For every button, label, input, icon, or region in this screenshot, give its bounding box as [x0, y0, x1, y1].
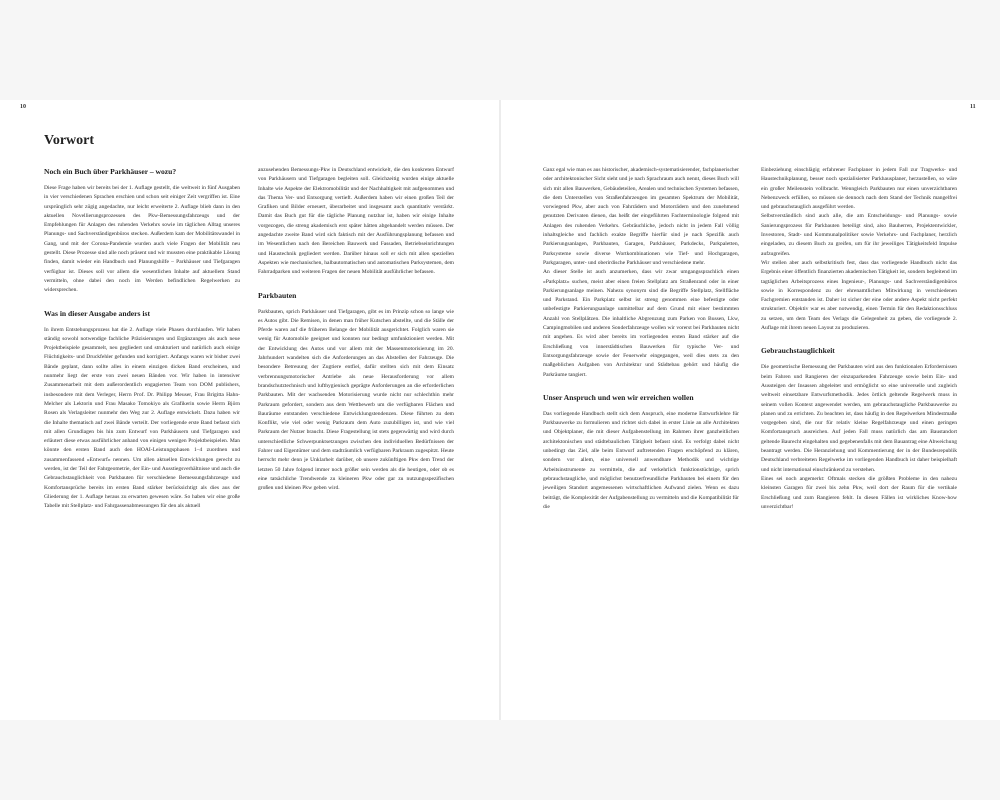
paragraph: Eines sei noch angemerkt: Oftmals stecken die größten Probleme in den nahezu kleinsten Garagen für zwei bis zehn Pkw, weil dort der Raum für die vertikale Erschließung und zum Rangieren fehlt. In diesen Fällen ist wirkliches Know-how unverzichtbar!: [761, 475, 957, 510]
text-column-2: [258, 166, 454, 494]
book-gutter: [499, 100, 501, 720]
paragraph: anzusehenden Bemessungs-Pkw in Deutschland entwickelt, die den konkreten Entwurf von Parkhäusern und Tiefgaragen begleiten soll. Gleichzeitig wurden einige aktuelle Inhalte wie Aspekte der Elektromobilität und der Nachhaltigkeit mit aufgenommen und das Thema Ver- und Entsorgung vertieft. Außerdem haben wir einen großen Teil der Grafiken und Bilder erneuert, überarbeitet und insgesamt auch quantitativ verstärkt. Damit das Buch gut für die tägliche Planung nutzbar ist, haben wir einige Inhalte vorgezogen, die streng akademisch erst später hätten abgehandelt werden müssen. Der angedachte zweite Band wird sich faktisch mit der Ausführungsplanung befassen und im Wesentlichen nach den Bereichen Bauwerk und Fassaden, Betriebseinrichtungen und Haustechnik gegliedert werden. Darüber hinaus soll er sich mit allen speziellen Aspekten wie mechanischen, halbautomatischen und automatischen Parksystemen, dem Fahrradparken und weiteren Fragen der neuen Mobilität ausführlicher befassen.: [258, 167, 454, 276]
paragraph: Das vorliegende Handbuch stellt sich dem Anspruch, eine moderne Entwurfslehre für Parkbauwerke zu formulieren und richtet sich dabei in erster Linie an alle Architekten und Objektplaner, die mit dieser Aufgabenstellung im Rahmen ihrer ganzheitlichen architektonischen und städtebaulichen Tätigkeit befasst sind. Es verfolgt dabei nicht unbedingt das Ziel, alle beim Entwurf auftretenden Fragen erschöpfend zu klären, sondern vor allem, eine universell anwendbare Methodik und wichtige Arbeitsinstrumente zu vermitteln, die auf verkehrlich funktionstüchtige, sprich gebrauchstaugliche, und möglichst benutzerfreundliche Parkbauten bei einem für den jeweiligen Standort angemessenen wirtschaftlichen Aufwand zielen. Wenn es dazu beiträgt, die Komplexität der Aufgabenstellung zu vermitteln und die Kompatibilität für die: [543, 410, 739, 510]
paragraph: Parkbauten, sprich Parkhäuser und Tiefgaragen, gibt es im Prinzip schon so lange wie es Autos gibt. Die Remisen, in denen man früher Kutschen abstellte, und die Ställe der Pferde waren auf die früheren Belange der Mobilität ausgerichtet. Folglich waren sie wenig für Automobile geeignet und konnten nur bedingt umfunktioniert werden. Mit der Entwicklung des Autos und vor allem mit der Massenmotorisierung im 20. Jahrhundert wandelten sich die Anforderungen an das Abstellen der Fahrzeuge. Die besondere Betreuung der Zugtiere entfiel, dafür stellten sich mit dem Einsatz verbrennungsmotorischer Antriebe als neue Herausforderung vor allem brandschutztechnisch und lufthygienisch geprägte Anforderungen an die erforderlichen Parkbauten. Mit der wachsenden Motorisierung wurde nicht nur schlechthin mehr Parkraum gefordert, sondern aus dem Wettbewerb um die verfügbaren Flächen und Bauräume entstanden verschiedene Entwicklungstendenzen. Diese führten zu dem Konflikt, wie viel oder wenig Parkraum dem Auto zuzubilligen ist, und wie viel Parkraum der Nutzer braucht. Diese Fragestellung ist stets gegenwärtig und wird durch unterschiedliche Schwerpunktsetzungen zwischen den individuellen Bedürfnissen der Fahrer und Eigentümer und dem stadträumlich verfügbaren Parkraum zugespitzt. Heute herrscht mehr denn je Unklarheit darüber, ob unsere zukünftigen Pkw dem Trend der letzten 50 Jahre folgend immer noch größer sein werden als die heutigen, oder ob es eine tatsächliche Trendwende zu kleineren Pkw oder gar zu nutzungsspezifischen großen und kleinen Pkw geben wird.: [258, 308, 454, 492]
text-column-1: [44, 166, 240, 512]
paragraph: Selbstverständlich sind auch alle, die am Entscheidungs- und Planungs- sowie Sanierungsprozess für Parkbauten beteiligt sind, also Bauherren, Projektentwickler, Investoren, Stadt- und Kommunalpolitiker sowie Verkehrs- und Fachplaner, herzlich eingeladen, zu diesem Buch zu greifen, um für ihr jeweiliges Tätigkeitsfeld Impulse aufzugreifen.: [761, 213, 957, 257]
section-heading-why-book: Noch ein Buch über Parkhäuser – wozu?: [44, 167, 177, 176]
right-page-number: 11: [970, 104, 976, 110]
paragraph: Wir stellen aber auch selbstkritisch fest, dass das vorliegende Handbuch nicht das Ergebnis einer öffentlich finanzierten akademischen Tätigkeit ist, sondern begleitend im tagtäglichen Arbeitsprozess eines Ingenieur-, Planungs- und Sachverständigenbüros sowie in Korrespondenz zu der ehrenamtlichen Mitwirkung in verschiedenen Fachgremien entstanden ist. Daher ist sicher der eine oder andere Aspekt nicht perfekt strukturiert. Objektiv war es aber notwendig, einen Termin für den Redaktionsschluss zu setzen, um dem Team des Verlags die Gelegenheit zu geben, die vorliegende 2. Auflage mit ihrem neuen Layout zu produzieren.: [761, 259, 957, 332]
text-column-4: [761, 166, 957, 512]
section-heading-whats-different: Was in dieser Ausgabe anders ist: [44, 308, 150, 318]
left-page-number: 10: [20, 104, 26, 110]
chapter-title: Vorwort: [44, 133, 95, 148]
section-heading-parkbauten: Parkbauten: [258, 290, 297, 300]
paragraph: Ganz egal wie man es aus historischer, akademisch-systematisierender, fachplanerischer oder architektonischer Sicht sieht und je nach Sprachraum auch nennt, dieses Buch will sich mit allen Bauwerken, Gebäudeteilen, Arealen und technischen Systemen befassen, die dem Unterstellen von Straßenfahrzeugen im gesamten Spektrum der Mobilität, vorwiegend Pkw, aber auch von Fahrrädern und Motorrädern und den zunehmend genutzten Derivaten dienen, das heißt der eingeführten Fachterminologie folgend mit Anlagen des ruhenden Verkehrs. Gebräuchliche, jedoch nicht in jedem Fall völlig inhaltsgleiche und fachlich exakte Begriffe hierfür sind je nach Spezifik auch Parkierungsanlagen, Parkbauten, Garagen, Parkhäuser, Parkdecks, Parkpaletten, Parksysteme sowie diverse Wortkombinationen wie Tief- und Hochgaragen, Parkgaragen, unter- und oberirdische Parkhäuser und verschiedene mehr.: [543, 167, 739, 266]
paragraph: In ihrem Entstehungsprozess hat die 2. Auflage viele Phasen durchlaufen. Wir haben ständig sowohl notwendige fachliche Präzisierungen und Ergänzungen als auch neue Projektbeispiele gesammelt, neu gegliedert und strukturiert und natürlich auch einige Flüchtigkeits- und Druckfehler gefunden und korrigiert. Anfangs waren wir bisher zwei Bände geplant, dann sollte alles in einem einzigen dicken Band erscheinen, und nunmehr liegt der erste von zwei neuen Bänden vor. Wir haben in intensiver Zusammenarbeit mit dem außerordentlich engagierten Team von DOM publishers, insbesondere mit dem Verleger, Herrn Prof. Dr. Philipp Meuser, Frau Brigitta Hahn-Melcher als Lektorin und Frau Masako Tomokiyo als Grafikerin sowie Herrn Björn Rosen als Verlagsleiter nunmehr den Weg zur 2. Auflage entwickelt. Dazu haben wir die Inhalte thematisch auf zwei Bände verteilt. Der vorliegende erste Band befasst sich mit allen Grundlagen bis hin zum Entwurf von Parkhäusern und Tiefgaragen und erläutert diese etwas ausführlicher anhand von einigen wenigen Projektbeispielen. Man könnte den ersten Band auch den HOAI-Leistungsphasen 1–4 zuordnen und zusammenfassend »Entwurf« nennen. Um allen aktuellen Entwicklungen gerecht zu werden, ist der Teil der Fahrgeometrie, der Ein- und Ausstiegsverhältnisse und auch die Gebrauchstauglichkeit von Parkbauten für verschiedene Bemessungsfahrzeuge und Komfortansprüche bereits im ersten Band stärker berücksichtigt als dies aus der Gliederung der 1. Auflage heraus zu erwarten gewesen wäre. So haben wir eine große Tabelle mit Stellplatz- und Fahrgassenabmessungen für den als aktuell: [44, 326, 240, 510]
paragraph: Die geometrische Bemessung der Parkbauten wird aus den funktionalen Erfordernissen beim Fahren und Rangieren der einzuparkenden Fahrzeuge sowie beim Ein- und Aussteigen der Insassen abgeleitet und ermöglicht so eine universelle und zugleich weltweit einsetzbare Entwurfsmethodik. Jedes örtlich geltende Regelwerk muss in seinem vollen Kontext angewendet werden, um gebrauchstaugliche Parkbauwerke zu planen und zu errichten. Zu beachten ist, dass häufig in den Regelwerken Mindestmaße vorgegeben sind, die nur für relativ kleine Regelfahrzeuge und einen geringen Komfortanspruch ausreichen. Auf jeden Fall muss natürlich das am Baustandort geltende Baurecht eingehalten und gegebenenfalls mit dem Bauantrag eine Abweichung beantragt werden. Die Heranziehung und Kommentierung der in der Bundesrepublik Deutschland verbreiteten Regelwerke im vorliegenden Handbuch ist daher beispielhaft und nicht international einschränkend zu verstehen.: [761, 364, 957, 473]
paragraph: Einbeziehung einschlägig erfahrener Fachplaner in jedem Fall zur Tragwerks- und Haustechnikplanung, besser noch spezialisierter Parkhausplaner, herzustellen, so wäre ein großer Meilenstein vollbracht. Wenngleich Parkbauten nur einen unverzichtbaren Nebenzweck erfüllen, so müssen sie dennoch nach dem Stand der Technik mangelfrei und gebrauchstauglich ausgeführt werden.: [761, 167, 957, 211]
section-heading-anspruch: Unser Anspruch und wen wir erreichen wollen: [543, 392, 694, 402]
section-heading-gebrauchstauglichkeit: Gebrauchstauglichkeit: [761, 346, 835, 356]
paragraph: An dieser Stelle ist auch anzumerken, dass wir zwar umgangssprachlich einen »Parkplatz« suchen, meist aber einen freien Stellplatz am Straßenrand oder in einer Parkierungsanlage meinen. Nahezu synonym sind die Begriffe Stellplatz, Stellfläche und Parkstand. Ein Parkplatz selbst ist streng genommen eine befestigte oder unbefestigte Parkierungsanlage unmittelbar auf dem Grund mit einer bestimmten Anzahl von Stellplätzen. Die inhaltliche Abgrenzung zum Parken von Bussen, Lkw, Campingmobilen und anderen Sonderfahrzeuge wollen wir vorerst bei Parkbauten nicht mit angehen. Es wird aber bereits im vorliegenden ersten Band stärker auf die Erschließung von innerstädtischen Bauwerken für typische Ver- und Entsorgungsfahrzeuge sowie der Feuerwehr eingegangen, weil dies stets zu den maßgeblichen Aufgaben von Architektur und Städtebau gehört und häufig die Parkräume tangiert.: [543, 269, 739, 378]
paragraph: Diese Frage haben wir bereits bei der 1. Auflage gestellt, die weltweit in fünf Ausgaben in vier verschiedenen Sprachen erschien und schon seit einiger Zeit vergriffen ist. Eine ursprünglich sehr zügig angedachte, nur leicht erweiterte 2. Auflage blieb dann in den aktuellen Novellierungsprozessen des Pkw-Bemessungsfahrzeugs und der Empfehlungen für Anlagen des ruhenden Verkehrs sowie im täglichen Alltag unseres Planungs- und Sachverständigenbüros stecken. Außerdem kam der Mobilitätswandel in Gang, und mit der Corona-Pandemie wurden auch viele Fragen der Mobilität neu gestellt. Diese Prozesse sind alle noch präsent und wir mussten eine praktikable Lösung finden, damit wieder ein Handbuch und Planungshilfe – Parkhäuser und Tiefgaragen verfügbar ist. Dieses soll vor allem die wesentlichen Inhalte auf aktuellem Stand vermitteln, ohne dabei den noch im Werden befindlichen Regelwerken zu widersprechen.: [44, 185, 240, 294]
text-column-3: [543, 166, 739, 512]
